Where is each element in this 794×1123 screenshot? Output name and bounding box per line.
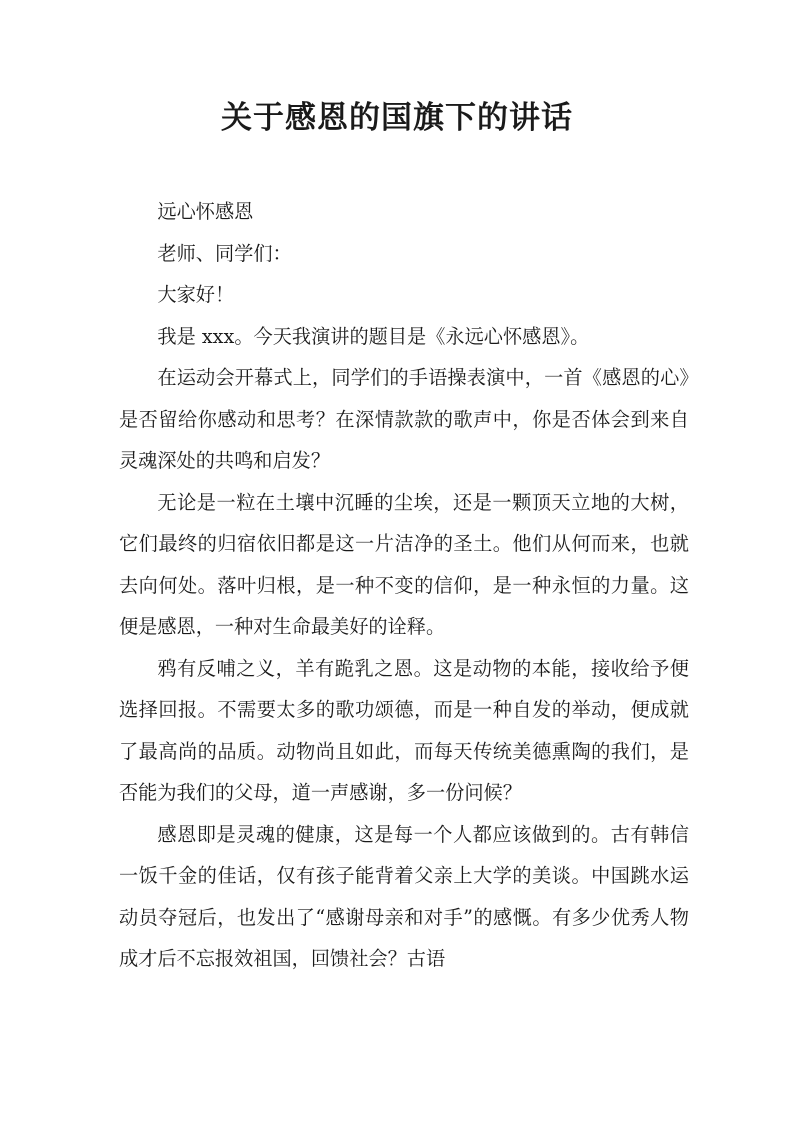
document-body xyxy=(119,191,689,980)
paragraph-body-4: 感恩即是灵魂的健康，这是每一个人都应该做到的。古有韩信一饭千金的佳话，仅有孩子能背着父亲上大学的美谈。中国跳水运动员夺冠后，也发出了“感谢母亲和对手”的感慨。有多少优秀人物成才后不忘报效祖国，回馈社会？古语 xyxy=(119,822,689,970)
paragraph-heading: 远心怀感恩 xyxy=(157,200,254,223)
document-title: 关于感恩的国旗下的讲话 xyxy=(221,100,573,136)
paragraph-greeting: 大家好！ xyxy=(157,283,235,306)
paragraph-body-2: 无论是一粒在土壤中沉睡的尘埃，还是一颗顶天立地的大树，它们最终的归宿依旧都是这一片洁净的圣土。他们从何而来，也就去向何处。落叶归根，是一种不变的信仰，是一种永恒的力量。这便是感恩，一种对生命最美好的诠释。 xyxy=(119,490,689,638)
paragraph-body-3: 鸦有反哺之义，羊有跪乳之恩。这是动物的本能，接收给予便选择回报。不需要太多的歌功颂德，而是一种自发的举动，便成就了最高尚的品质。动物尚且如此，而每天传统美德熏陶的我们，是否能为我们的父母，道一声感谢，多一份问候？ xyxy=(119,656,689,804)
paragraph-introduction: 我是 xxx。今天我演讲的题目是《永远心怀感恩》。 xyxy=(157,324,590,348)
paragraph-salutation: 老师、同学们： xyxy=(157,241,292,265)
paragraph-body-1: 在运动会开幕式上，同学们的手语操表演中，一首《感恩的心》是否留给你感动和思考？在深情款款的歌声中，你是否体会到来自灵魂深处的共鸣和启发？ xyxy=(119,366,689,472)
